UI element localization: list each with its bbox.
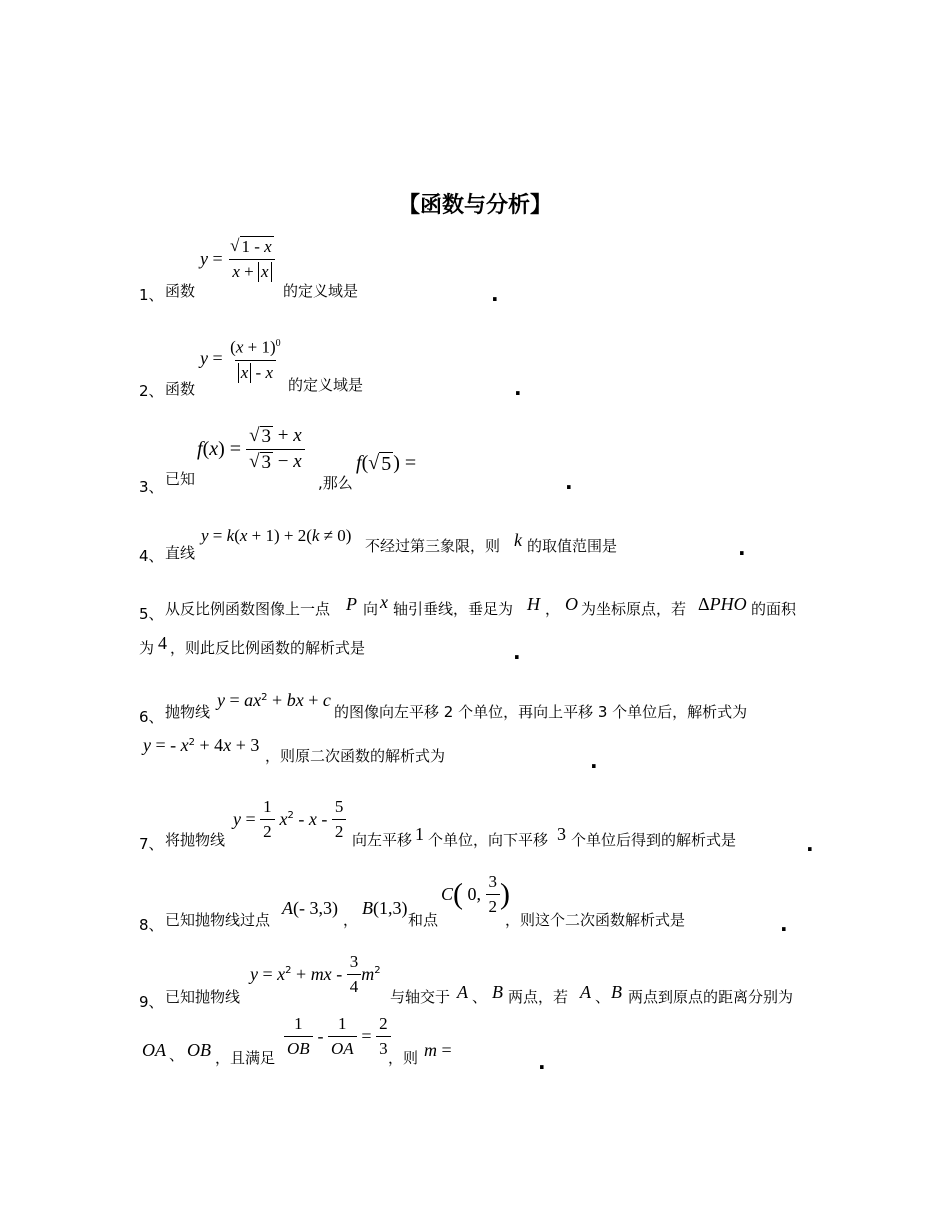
formula: y = k(x + 1) + 2(k ≠ 0)	[201, 526, 352, 545]
question-number: 7、	[139, 835, 164, 853]
question-text: 、	[472, 988, 488, 1006]
formula: f(x) = √ 3 + x √ 3 − x	[197, 426, 305, 473]
question-text: 直线	[165, 544, 196, 562]
value-4: 4	[158, 633, 167, 653]
var-a: A	[457, 982, 468, 1002]
question-text: 为	[139, 639, 155, 657]
question-text: 向	[363, 600, 379, 618]
value-3: 3	[557, 824, 566, 844]
question-text: 不经过第三象限，则	[365, 537, 501, 555]
answer-blank: .	[565, 470, 573, 494]
question-text: ,那么	[318, 474, 353, 492]
question-number: 2、	[139, 382, 164, 400]
question-text: 从反比例函数图像上一点	[165, 600, 331, 618]
formula: y = √ 1 - x x + x	[200, 236, 277, 282]
var-a: A	[580, 982, 591, 1002]
var-b: B	[611, 982, 622, 1002]
question-text: 抛物线	[165, 703, 211, 721]
var-p: P	[346, 594, 357, 614]
question-text: 个单位后得到的解析式是	[571, 831, 737, 849]
var-o: O	[565, 594, 578, 614]
question-text: 已知	[165, 470, 196, 488]
question-text: 函数	[165, 380, 196, 398]
answer-blank: .	[513, 640, 521, 664]
question-text: 函数	[165, 282, 196, 300]
formula: y = - $x^2 + 4x + 3$	[143, 735, 260, 755]
formula: m =	[424, 1040, 452, 1060]
question-number: 8、	[139, 916, 164, 934]
answer-blank: .	[780, 912, 788, 936]
question-text: 为坐标原点，若	[581, 600, 687, 618]
question-number: 1、	[139, 286, 164, 304]
answer-blank: .	[538, 1050, 546, 1074]
question-text: 、	[595, 988, 611, 1006]
question-text: 两点到原点的距离分别为	[628, 988, 794, 1006]
question-text: 的面积	[751, 600, 797, 618]
answer-blank: .	[590, 749, 598, 773]
formula: y = $\frac{(x + 1)^0}{x - x}$	[200, 337, 281, 382]
question-text: 的图像向左平移 2 个单位，再向上平移 3 个单位后，解析式为	[334, 703, 748, 721]
var-h: H	[527, 594, 540, 614]
question-text: 的定义域是	[283, 282, 359, 300]
var-ob: OB	[187, 1040, 211, 1060]
point-c: C( 0, $\frac{3}{2}$ )	[441, 872, 511, 916]
point-b: B(1,3)	[362, 898, 408, 918]
question-text: ，	[545, 600, 561, 618]
question-text: 与轴交于	[390, 988, 451, 1006]
question-number: 3、	[139, 478, 164, 496]
variable-k: k	[514, 530, 522, 550]
question-text: 已知抛物线过点	[165, 911, 271, 929]
formula: y = $\frac{1}{2}$ $x^2$ - x - $\frac{5}{2}$	[233, 797, 346, 842]
formula: $y = x^2$ + mx - $\frac{3}{4}$ $m^2$	[250, 952, 381, 996]
triangle-pho: ΔPHO	[698, 594, 747, 614]
question-text: ，	[343, 911, 359, 929]
question-number: 6、	[139, 708, 164, 726]
question-text: 、	[169, 1046, 185, 1064]
question-text: 两点，若	[508, 988, 569, 1006]
var-oa: OA	[142, 1040, 166, 1060]
question-text: 的定义域是	[288, 376, 364, 394]
question-text: 个单位，向下平移	[428, 831, 549, 849]
question-text: 轴引垂线，垂足为	[393, 600, 514, 618]
answer-blank: .	[491, 282, 499, 306]
formula: f( √ 5 ) =	[356, 452, 417, 475]
page-title: 【函数与分析】	[397, 193, 552, 218]
question-number: 4、	[139, 547, 164, 565]
point-a: A(- 3,3)	[282, 898, 338, 918]
question-number: 9、	[139, 993, 164, 1011]
question-text: ，则此反比例函数的解析式是	[170, 639, 366, 657]
question-text: ，且满足	[215, 1049, 276, 1067]
question-text: ，则这个二次函数解析式是	[505, 911, 686, 929]
formula: $\frac{1}{OB}$ - $\frac{1}{OA}$ = $\frac{2}{3}$	[284, 1014, 391, 1059]
var-x: x	[380, 592, 388, 612]
answer-blank: .	[806, 832, 814, 856]
formula: $y = ax^2$ + bx + c	[217, 690, 331, 710]
question-text: 和点	[408, 911, 439, 929]
question-text: 向左平移	[352, 831, 413, 849]
answer-blank: .	[514, 376, 522, 400]
question-text: ，则	[388, 1049, 419, 1067]
question-text: 将抛物线	[165, 831, 226, 849]
question-number: 5、	[139, 605, 164, 623]
question-text: ，则原二次函数的解析式为	[265, 747, 446, 765]
var-b: B	[492, 982, 503, 1002]
answer-blank: .	[738, 536, 746, 560]
question-text: 已知抛物线	[165, 988, 241, 1006]
value-1: 1	[415, 824, 424, 844]
question-text: 的取值范围是	[527, 537, 618, 555]
